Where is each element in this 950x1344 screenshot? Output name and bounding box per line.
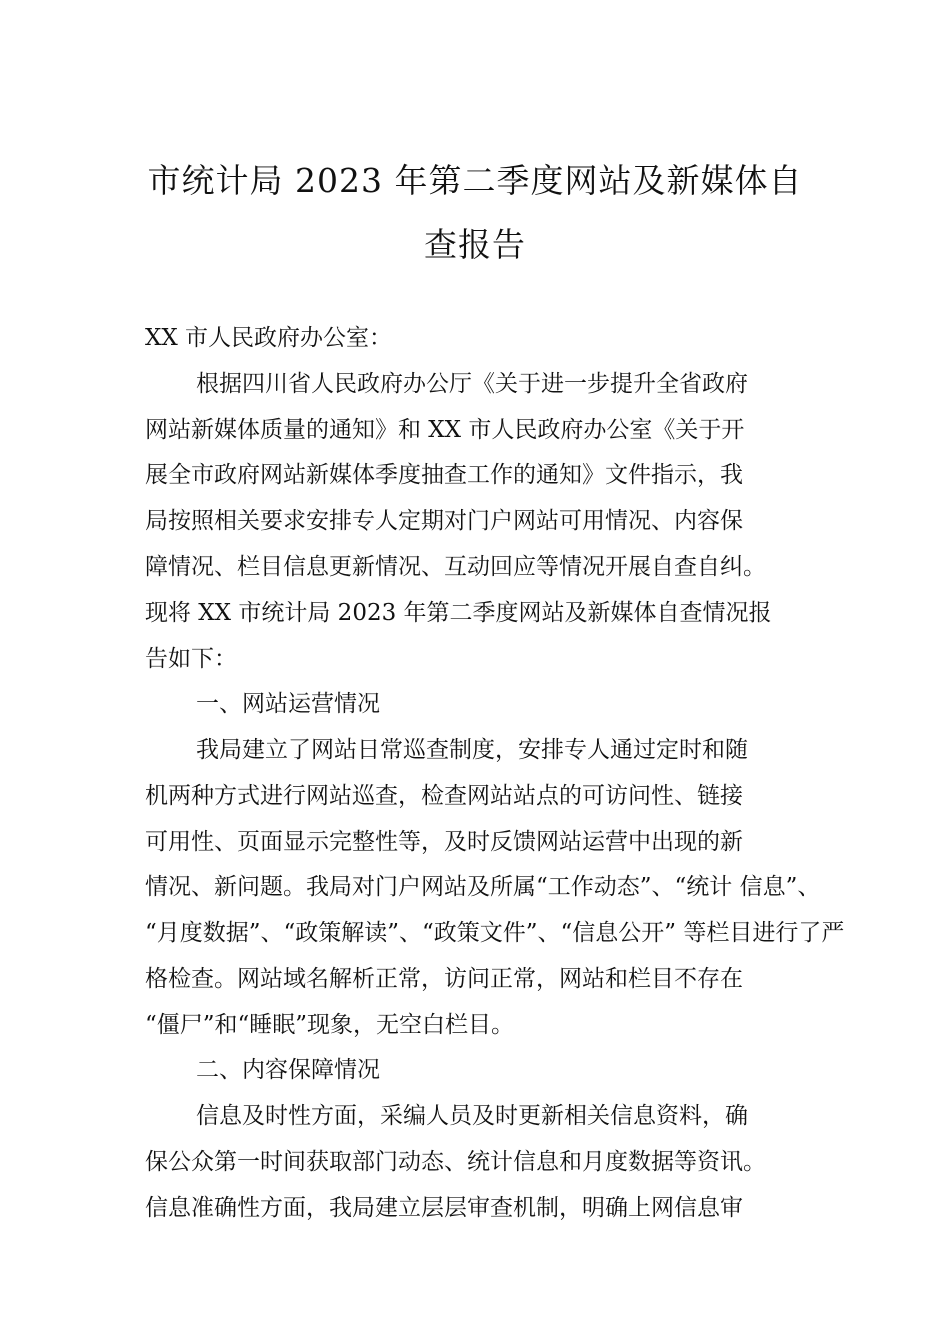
paragraph-line: “月度数据”、“政策解读”、“政策文件”、“信息公开” 等栏目进行了严 xyxy=(145,920,845,946)
paragraph-line: 我局建立了网站日常巡查制度，安排专人通过定时和随 xyxy=(196,737,748,763)
paragraph-line: “僵尸”和“睡眠”现象，无空白栏目。 xyxy=(145,1012,515,1038)
paragraph-line: 网站新媒体质量的通知》和 XX 市人民政府办公室《关于开 xyxy=(145,417,745,443)
paragraph-line: 格检查。网站域名解析正常，访问正常，网站和栏目不存在 xyxy=(145,966,743,992)
paragraph-line: 信息及时性方面，采编人员及时更新相关信息资料，确 xyxy=(196,1103,748,1129)
section-heading-content-assurance: 二、内容保障情况 xyxy=(196,1057,380,1083)
section-heading-website-operation: 一、网站运营情况 xyxy=(196,691,380,717)
paragraph-line: 机两种方式进行网站巡查，检查网站站点的可访问性、链接 xyxy=(145,783,743,809)
paragraph-line: 保公众第一时间获取部门动态、统计信息和月度数据等资讯。 xyxy=(145,1149,766,1175)
document-title-line-2: 查报告 xyxy=(424,225,526,264)
paragraph-line: 情况、新问题。我局对门户网站及所属“工作动态”、“统计 信息”、 xyxy=(145,874,821,900)
paragraph-line: 局按照相关要求安排专人定期对门户网站可用情况、内容保 xyxy=(145,508,743,534)
paragraph-line: 展全市政府网站新媒体季度抽查工作的通知》文件指示，我 xyxy=(145,462,743,488)
paragraph-line: 告如下： xyxy=(145,646,237,672)
paragraph-line: 可用性、页面显示完整性等，及时反馈网站运营中出现的新 xyxy=(145,829,743,855)
paragraph-line: 现将 XX 市统计局 2023 年第二季度网站及新媒体自查情况报 xyxy=(145,600,772,626)
paragraph-line: 信息准确性方面，我局建立层层审查机制，明确上网信息审 xyxy=(145,1195,743,1221)
document-title-line-1: 市统计局 2023 年第二季度网站及新媒体自 xyxy=(147,161,803,200)
paragraph-line: 根据四川省人民政府办公厅《关于进一步提升全省政府 xyxy=(196,371,748,397)
salutation: XX 市人民政府办公室： xyxy=(145,325,393,351)
paragraph-line: 障情况、栏目信息更新情况、互动回应等情况开展自查自纠。 xyxy=(145,554,766,580)
